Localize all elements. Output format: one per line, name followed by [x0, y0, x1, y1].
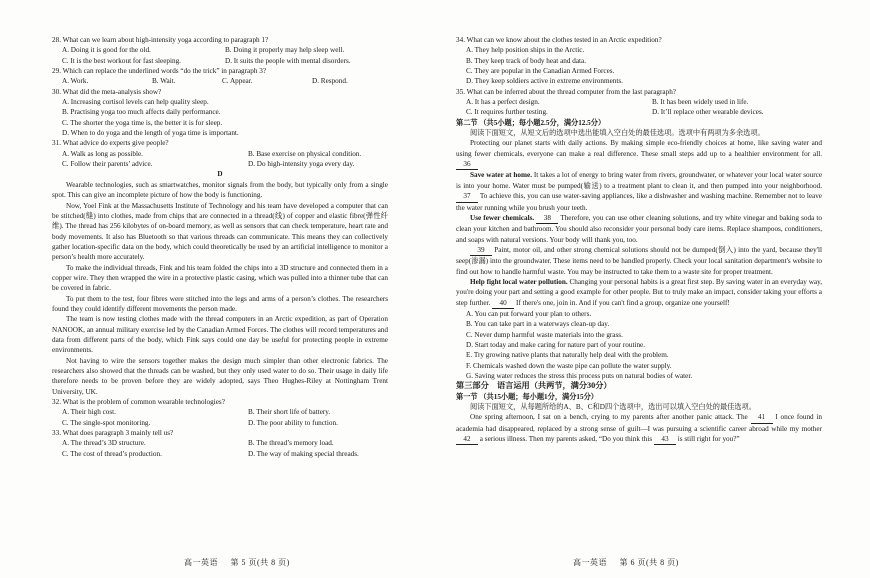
blank-43[interactable]: 43: [654, 434, 676, 445]
blank-39[interactable]: 39: [470, 245, 492, 256]
part-3-title: 第三部分 语言运用（共两节，满分30分）: [456, 381, 612, 391]
footer-page-number: 第 5 页(共 8 页): [230, 558, 290, 567]
blank-42[interactable]: 42: [456, 434, 478, 445]
passage-paragraph: [456, 170, 822, 212]
option: C. The shorter the yoga time is, the better it is for sleep.: [62, 118, 223, 127]
paragraph-text: It takes a lot of energy to bring water from rivers, groundwater, or whatever your local water source is into your home. Water must be pumped(输送) to a treatment plant to clean it, and then pumped into your neighborhood.: [456, 171, 823, 190]
blank-37[interactable]: 37: [456, 191, 478, 202]
passage-paragraph: The team is now testing clothes made with the thread computers in an Arctic expedition, as part of Operation NANOOK, an annual military exercise led by the Canadian Armed Forces. The clothes will record temperatures and data from different parts of the body, which Fink says could one day be useful for protecting people in extreme environments.: [52, 315, 388, 355]
question-31-stem: 31. What advice do experts give people?: [52, 139, 169, 148]
option: D. Do high-intensity yoga every day.: [248, 160, 355, 169]
option: B. It has been widely used in life.: [652, 98, 749, 107]
choice: D. Start today and make caring for nature part of your routine.: [466, 340, 646, 349]
section-2-title: 第二节 （共5小题；每小题2.5分，满分12.5分）: [456, 118, 606, 127]
section-1-title: 第一节 （共15小题；每小题1分，满分15分）: [456, 392, 598, 401]
option: C. The cost of thread’s production.: [62, 449, 162, 458]
option: D. The way of making special threads.: [248, 449, 359, 458]
paragraph-text: a serious illness. Then my parents asked, “Do you think this: [479, 435, 653, 444]
question-32-options: [52, 407, 388, 428]
question-28-stem: 28. What can we learn about high-intensity yoga according to paragraph 1?: [52, 36, 269, 44]
passage-paragraph: [456, 277, 822, 309]
question-29-stem: 29. Which can replace the underlined words “do the trick” in paragraph 3?: [52, 67, 267, 76]
paragraph-heading: Help fight local water pollution.: [470, 277, 568, 286]
passage-paragraph: Not having to wire the sensors together makes the design much simpler than other electronic fabrics. The researchers also showed that the threads can be washed, but they only used water to do so. Their usage in daily life therefore needs to be proven before they are widely adopted, says Theo Hughes-Riley at Nottingham Trent University, UK.: [52, 356, 388, 396]
passage-paragraph: [456, 138, 822, 170]
question-32-stem: 32. What is the problem of common wearable technologies?: [52, 398, 225, 407]
option: A. Walk as long as possible.: [62, 149, 143, 158]
option: A. Increasing cortisol levels can help quality sleep.: [62, 98, 209, 107]
choice: C. Never dump harmful waste materials into the grass.: [466, 330, 623, 339]
paragraph-text: One spring afternoon, I sat on a bench, crying to my parents after another panic attack. The: [470, 413, 748, 422]
paragraph-heading: Save water at home.: [470, 171, 532, 180]
option: D. It’ll replace other wearable devices.: [652, 108, 764, 117]
choice: A. You can put forward your plan to others.: [466, 309, 592, 318]
footer-subject: 高一英语: [573, 558, 607, 567]
footer-page-number: 第 6 页(共 8 页): [619, 558, 679, 567]
option: C. It requires further testing.: [466, 108, 548, 117]
passage-paragraph: [456, 213, 822, 245]
right-column: [456, 35, 822, 445]
question-35-stem: 35. What can be inferred about the thread computer from the last paragraph?: [456, 87, 676, 96]
option: D. It suits the people with mental disorders.: [225, 56, 351, 65]
question-34-stem: 34. What can we know about the clothes tested in an Arctic expedition?: [456, 36, 662, 44]
option: A. Doing it is good for the old.: [62, 46, 151, 55]
question-31-options: [52, 149, 388, 170]
question-33-stem: 33. What does paragraph 3 mainly tell us?: [52, 429, 174, 438]
option: D. The poor ability to function.: [248, 418, 338, 427]
option: A. The thread’s 3D structure.: [62, 439, 146, 448]
blank-40[interactable]: 40: [492, 298, 514, 309]
option: B. Base exercise on physical condition.: [248, 149, 362, 158]
option: A. Work.: [62, 77, 89, 86]
passage-d-label: D: [217, 170, 223, 179]
section-2-instructions: 阅读下面短文，从短文后的选项中选出能填入空白处的最佳选项。选项中有两项为多余选项。: [470, 129, 765, 138]
section-1-instructions: 阅读下面短文，从每题所给的A、B、C和D四个选项中，选出可以填入空白处的最佳选项。: [470, 403, 756, 412]
left-column: [52, 35, 388, 459]
passage-paragraph: To make the individual threads, Fink and his team folded the chips into a 3D structure and connected them in a copper wire. They then wrapped the wire in a protective plastic casing, which was pulled into a thinner tube that can be covered in fabric.: [52, 263, 388, 293]
paragraph-text: Therefore, you can use other cleaning solutions, and try white vinegar and baking soda to clean your kitchen and bathroom. You should also reconsider your personal body care items. Replace shampoos, conditioners, and soaps with natural versions. Your body will thank you, too.: [456, 213, 822, 244]
passage-paragraph: Wearable technologies, such as smartwatches, monitor signals from the body, but typically only from a single spot. This can give an incomplete picture of how the body is functioning.: [52, 180, 388, 200]
option: C. Appear.: [222, 77, 253, 86]
choice: G. Saving water reduces the stress this process puts on natural bodies of water.: [466, 372, 693, 380]
option: B. Wait.: [152, 77, 176, 86]
paragraph-text: If there's one, join in. And if you can't find a group, organize one yourself!: [515, 298, 730, 307]
option: B. Practising yoga too much affects daily performance.: [62, 108, 221, 117]
question-33-options: [52, 438, 388, 459]
passage-paragraph: [456, 245, 822, 277]
option: D. They keep soldiers active in extreme environments.: [466, 77, 623, 86]
page-footer-right: [573, 558, 679, 568]
paragraph-text: Protecting our planet starts with daily actions. By making simple eco-friendly choices at home, like saving water and using fewer chemicals, everyone can make a real difference. These small steps add up to a healthier environment for all.: [456, 139, 822, 158]
option: C. They are popular in the Canadian Armed Forces.: [466, 67, 615, 76]
choice: B. You can take part in a waterways clean-up day.: [466, 320, 610, 329]
option: A. Their high cost.: [62, 408, 116, 417]
option: B. They keep track of body heat and data.: [466, 56, 587, 65]
option: C. Follow their parents’ advice.: [62, 160, 153, 169]
question-28-options: [52, 45, 388, 66]
passage-paragraph: Now, Yoel Fink at the Massachusetts Institute of Technology and his team have developed a computer that can be stitched(缝) into clothes, made from chips that are connected in a thread(线) of copper and elastic fibre(弹性纤维). The thread has 256 kilobytes of on-board memory, as well as sensors that can check temperature, heart rate and body movements. It also has Bluetooth so that various threads can communicate. This means they can collectively gather location-specific data on the body, which could theoretically be used by an artificial intelligence to monitor a person’s health more accurately.: [52, 201, 388, 262]
choice: E. Try growing native plants that naturally help deal with the problem.: [466, 351, 669, 360]
option: C. It is the best workout for fast sleeping.: [62, 56, 181, 65]
paragraph-text: is still right for you?”: [677, 435, 740, 444]
paragraph-text: Paint, motor oil, and other strong chemical solutions should not be dumped(倒入) into the yard, because they'll seep(渗漏) into the groundwater. These items need to be handled properly. Check your local sanitation department's website to find out how to handle harmful waste. You may be instructed to take them to a waste site for proper treatment.: [456, 245, 822, 276]
option: D. Respond.: [312, 77, 348, 86]
option: D. When to do yoga and the length of yoga time is important.: [62, 129, 239, 138]
passage-paragraph: To put them to the test, four fibres were stitched into the legs and arms of a person’s clothes. The researchers found they could identify different movements the person made.: [52, 294, 388, 313]
paragraph-text: I once found in academia had disappeared, replaced by a strong sense of guilt—I was pursuing a scientific career abroad while my mother: [456, 413, 823, 433]
option: A. They help position ships in the Arctic.: [466, 46, 585, 55]
question-30-stem: 30. What did the meta-analysis show?: [52, 87, 162, 96]
option: B. Their short life of battery.: [248, 408, 331, 417]
question-35-options: [456, 97, 822, 118]
paragraph-text: To achieve this, you can use water-saving appliances, like a dishwasher and washing machine. Remember not to leave the water running while you brush your teeth.: [456, 192, 822, 212]
option: B. Doing it properly may help sleep well.: [225, 46, 345, 55]
footer-subject: 高一英语: [184, 558, 218, 567]
option: B. The thread’s memory load.: [248, 439, 334, 448]
paragraph-heading: Use fewer chemicals.: [470, 213, 535, 222]
passage-paragraph: [456, 412, 822, 445]
blank-41[interactable]: 41: [751, 412, 773, 423]
blank-36[interactable]: 36: [456, 159, 478, 170]
page-footer-left: [184, 558, 290, 568]
choice: F. Chemicals washed down the waste pipe can pollute the water supply.: [466, 361, 672, 370]
option: C. The single-spot monitoring.: [62, 418, 151, 427]
question-29-options: [52, 76, 388, 86]
blank-38[interactable]: 38: [536, 213, 558, 224]
option: A. It has a perfect design.: [466, 98, 540, 107]
paragraph-text: Changing your personal habits is a great first step. By saving water in an everyday way, you're doing your part and setting a good example for other people. But to truly make an impact, consider taking your efforts a step further.: [456, 277, 823, 307]
